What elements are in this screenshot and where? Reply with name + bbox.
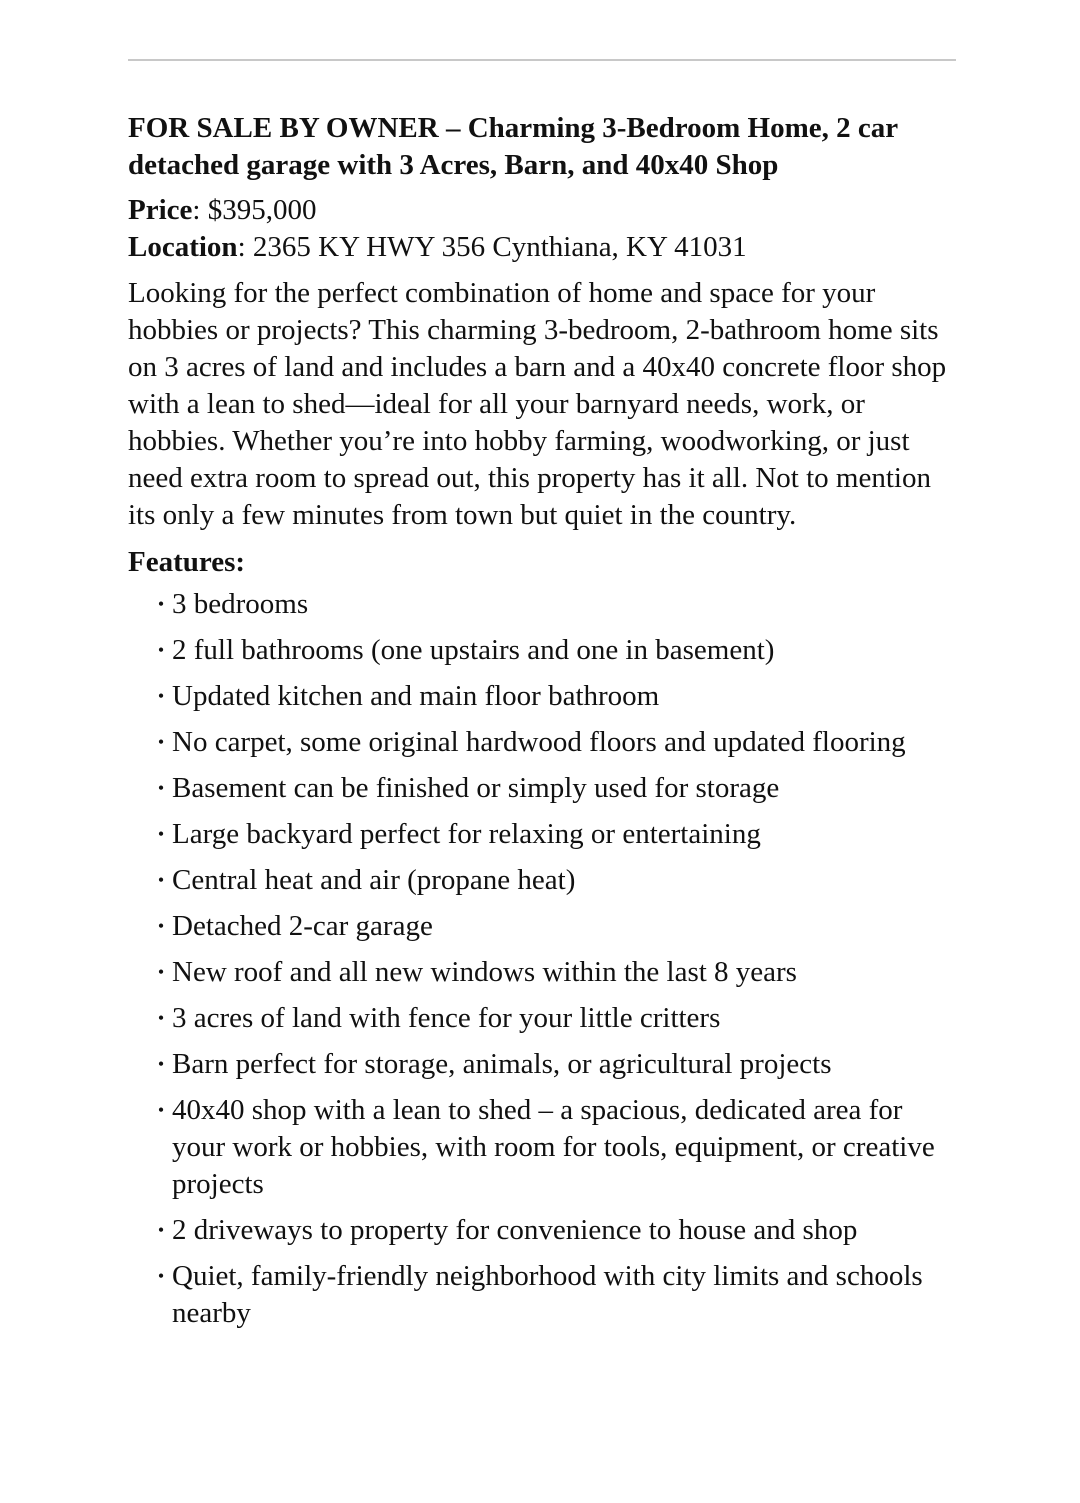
price-value: : $395,000 <box>192 194 317 226</box>
bullet-icon: • <box>157 824 165 844</box>
bullet-icon: • <box>157 778 165 798</box>
bullet-icon: • <box>157 686 165 706</box>
feature-item <box>128 1258 958 1332</box>
feature-text: 3 bedrooms <box>172 588 309 620</box>
location-line <box>128 229 958 266</box>
location-value: : 2365 KY HWY 356 Cynthiana, KY 41031 <box>237 231 747 263</box>
listing-document <box>128 110 958 1341</box>
feature-item <box>128 724 958 761</box>
listing-headline: FOR SALE BY OWNER – Charming 3-Bedroom Home, 2 car detached garage with 3 Acres, Barn, and 40x40 Shop <box>128 112 898 181</box>
bullet-icon: • <box>157 962 165 982</box>
feature-item <box>128 770 958 807</box>
feature-text: Detached 2-car garage <box>172 910 433 942</box>
top-divider <box>128 59 956 61</box>
listing-description: Looking for the perfect combination of home and space for your hobbies or projects? This charming 3-bedroom, 2-bathroom home sits on 3 acres of land and includes a barn and a 40x40 concrete floor shop with a lean to shed—ideal for all your barnyard needs, work, or hobbies. Whether you’re into hobby farming, woodworking, or just need extra room to spread out, this property has it all. Not to mention its only a few minutes from town but quiet in the country. <box>128 277 947 531</box>
bullet-icon: • <box>157 1054 165 1074</box>
feature-item <box>128 908 958 945</box>
feature-text: Barn perfect for storage, animals, or agricultural projects <box>172 1048 832 1080</box>
bullet-icon: • <box>157 640 165 660</box>
bullet-icon: • <box>157 870 165 890</box>
feature-item <box>128 1046 958 1083</box>
bullet-icon: • <box>157 916 165 936</box>
features-heading: Features: <box>128 546 246 578</box>
bullet-icon: • <box>157 1220 165 1240</box>
feature-text: 40x40 shop with a lean to shed – a spacious, dedicated area for your work or hobbies, with room for tools, equipment, or creative projects <box>172 1094 935 1200</box>
price-line <box>128 192 958 229</box>
bullet-icon: • <box>157 1008 165 1028</box>
location-label: Location <box>128 231 238 263</box>
feature-text: Updated kitchen and main floor bathroom <box>172 680 660 712</box>
feature-text: No carpet, some original hardwood floors and updated flooring <box>172 726 906 758</box>
feature-item <box>128 816 958 853</box>
bullet-icon: • <box>157 1266 165 1286</box>
feature-item <box>128 862 958 899</box>
feature-text: Basement can be finished or simply used for storage <box>172 772 780 804</box>
bullet-icon: • <box>157 1100 165 1120</box>
feature-item <box>128 632 958 669</box>
feature-text: 3 acres of land with fence for your little critters <box>172 1002 721 1034</box>
price-label: Price <box>128 194 193 226</box>
bullet-icon: • <box>157 732 165 752</box>
feature-item <box>128 1212 958 1249</box>
features-list <box>128 586 958 1332</box>
feature-text: Large backyard perfect for relaxing or entertaining <box>172 818 761 850</box>
feature-text: New roof and all new windows within the last 8 years <box>172 956 797 988</box>
feature-item <box>128 1092 958 1203</box>
feature-item <box>128 954 958 991</box>
feature-text: 2 full bathrooms (one upstairs and one in basement) <box>172 634 775 666</box>
feature-text: Quiet, family-friendly neighborhood with city limits and schools nearby <box>172 1260 923 1329</box>
bullet-icon: • <box>157 594 165 614</box>
feature-item <box>128 586 958 623</box>
feature-text: 2 driveways to property for convenience to house and shop <box>172 1214 858 1246</box>
feature-text: Central heat and air (propane heat) <box>172 864 576 896</box>
feature-item <box>128 678 958 715</box>
feature-item <box>128 1000 958 1037</box>
